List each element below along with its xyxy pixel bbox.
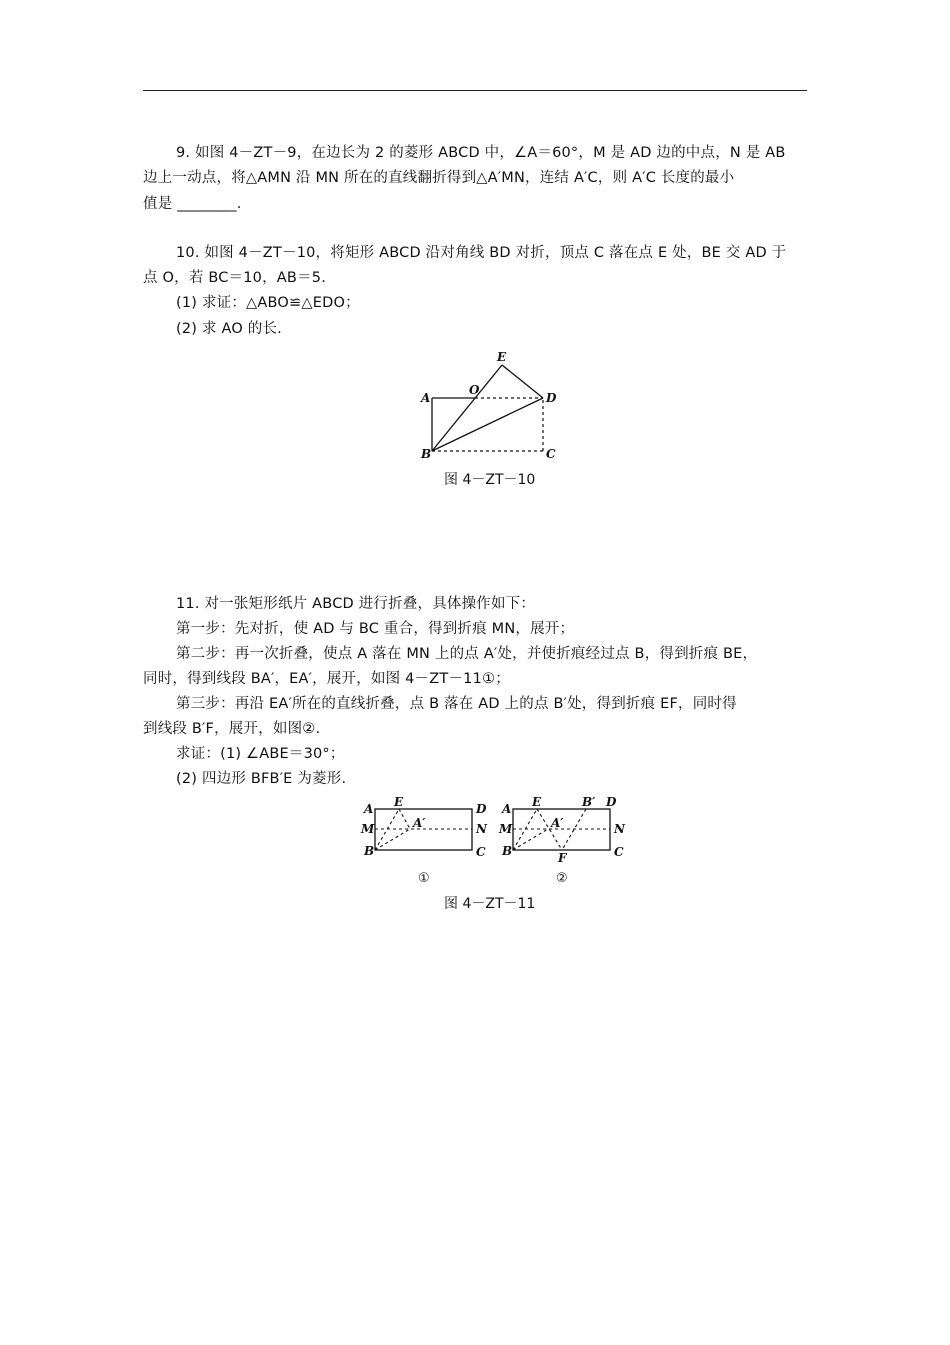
svg-text:B′: B′: [582, 796, 596, 809]
q9-line-1: 9. 如图 4－ZT－9，在边长为 2 的菱形 ABCD 中，∠A＝60°，M 是 AD 边的中点，N 是 AB: [176, 145, 786, 161]
fig-label-2: ②: [556, 871, 568, 886]
q10-line-3: (1) 求证：△ABO≌△EDO；: [176, 295, 360, 311]
svg-text:D: D: [476, 802, 487, 816]
svg-text:N: N: [614, 822, 625, 836]
svg-text:B: B: [364, 844, 375, 858]
svg-text:B: B: [502, 844, 513, 858]
segment-be: [432, 365, 502, 451]
q11-line-5: 第三步：再沿 EA′所在的直线折叠，点 B 落在 AD 上的点 B′处，得到折痕 EF，同时得: [176, 696, 737, 712]
svg-text:E: E: [532, 796, 542, 809]
segment-ea1: [399, 809, 410, 829]
q11-line-6: 到线段 B′F，展开，如图②.: [143, 721, 321, 737]
svg-text:D: D: [606, 796, 617, 809]
svg-text:N: N: [476, 822, 487, 836]
label-b: B: [421, 447, 432, 461]
q10-line-1: 10. 如图 4－ZT－10，将矩形 ABCD 沿对角线 BD 对折，顶点 C 落在点 E 处，BE 交 AD 于: [176, 245, 787, 261]
figure-4-zt-10: [420, 346, 570, 464]
diagonal-bd: [432, 398, 543, 451]
svg-text:C: C: [476, 845, 486, 859]
svg-text:A′: A′: [551, 816, 564, 830]
header-rule: [143, 90, 807, 91]
label-o: O: [469, 383, 480, 397]
label-a: A: [421, 391, 431, 405]
label-c: C: [546, 447, 556, 461]
segment-ed: [502, 365, 543, 398]
label-d: D: [546, 391, 557, 405]
caption-4-zt-11: 图 4－ZT－11: [444, 896, 536, 912]
q9-line-3: 值是 ________.: [143, 196, 242, 212]
q10-line-2: 点 O，若 BC＝10，AB＝5.: [143, 270, 326, 286]
svg-text:C: C: [614, 845, 624, 859]
q11-line-7: 求证：(1) ∠ABE＝30°；: [176, 746, 345, 762]
q11-line-2: 第一步：先对折，使 AD 与 BC 重合，得到折痕 MN，展开；: [176, 621, 575, 637]
svg-text:M: M: [361, 822, 375, 836]
svg-text:A′: A′: [413, 816, 426, 830]
q11-line-3: 第二步：再一次折叠，使点 A 落在 MN 上的点 A′处，并使折痕经过点 B，得到折痕 BE，: [176, 646, 758, 662]
figure-4-zt-11-2: [496, 796, 631, 888]
fig-label-1: ①: [418, 871, 430, 886]
q11-line-1: 11. 对一张矩形纸片 ABCD 进行折叠，具体操作如下：: [176, 596, 536, 612]
svg-text:A: A: [502, 802, 512, 816]
label-e: E: [497, 350, 507, 364]
svg-text:F: F: [558, 851, 567, 865]
q11-line-4: 同时，得到线段 BA′，EA′，展开，如图 4－ZT－11①；: [143, 671, 510, 687]
caption-4-zt-10: 图 4－ZT－10: [444, 472, 536, 488]
q9-line-2: 边上一动点，将△AMN 沿 MN 所在的直线翻折得到△A′MN，连结 A′C，则 A′C 长度的最小: [143, 170, 735, 186]
q10-line-4: (2) 求 AO 的长.: [176, 321, 282, 337]
svg-text:E: E: [394, 796, 404, 809]
figure-4-zt-11-1: [358, 796, 493, 888]
q11-line-8: (2) 四边形 BFB′E 为菱形.: [176, 771, 347, 787]
svg-text:A: A: [364, 802, 374, 816]
svg-text:M: M: [499, 822, 513, 836]
segment-ba1: [375, 829, 410, 850]
